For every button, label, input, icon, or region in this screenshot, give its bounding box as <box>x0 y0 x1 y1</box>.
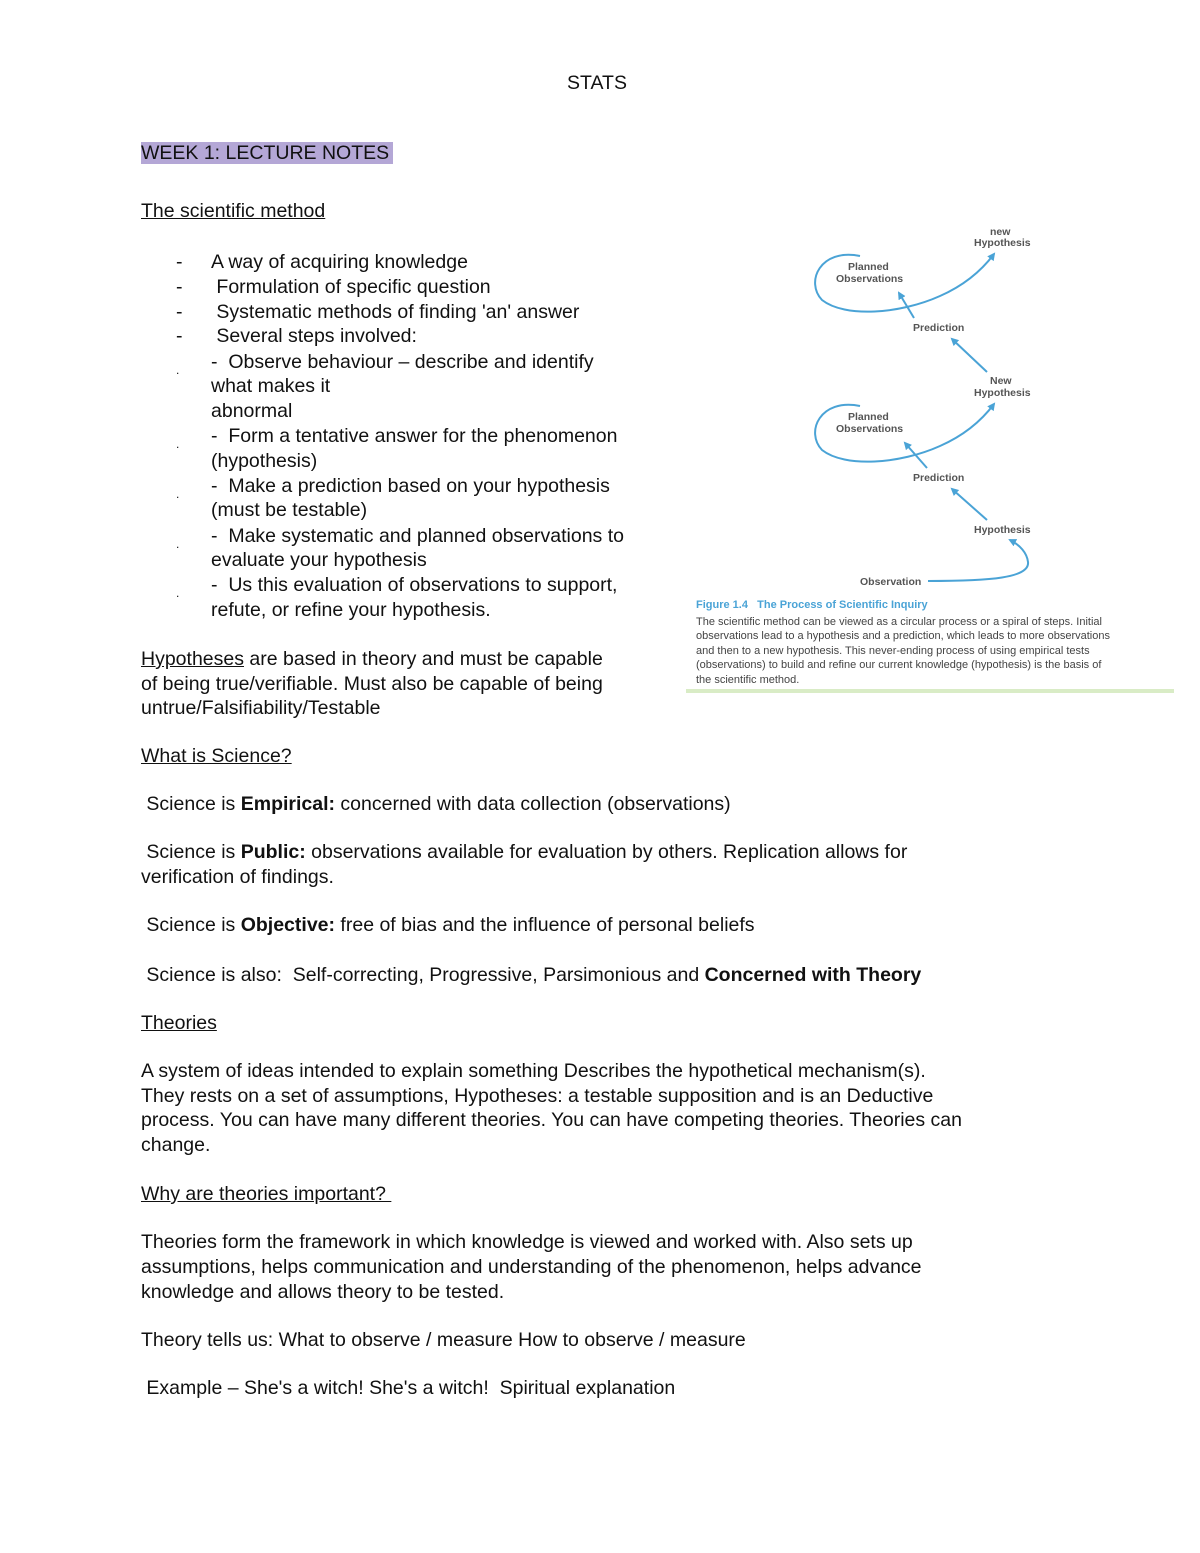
label-hypothesis-mid: Hypothesis <box>974 387 1031 399</box>
week-heading-text: WEEK 1: LECTURE NOTES <box>141 142 393 164</box>
science-prefix: Science is <box>141 793 241 815</box>
label-hypothesis-top: Hypothesis <box>974 237 1031 249</box>
hypotheses-text: are based in theory and must be capable <box>243 648 603 670</box>
theories-heading: Theories <box>141 1012 217 1034</box>
step-line: - Make a prediction based on your hypothesis <box>211 475 610 497</box>
step-line: (must be testable) <box>211 499 368 521</box>
hypotheses-term: Hypotheses <box>141 648 244 670</box>
public-label: Public: <box>240 841 306 863</box>
objective-label: Objective: <box>240 914 336 936</box>
list-item: Formulation of specific question <box>211 276 491 298</box>
step-line: evaluate your hypothesis <box>211 549 427 571</box>
step-line: (hypothesis) <box>211 450 318 472</box>
figure-bottom-rule <box>686 689 1174 693</box>
science-empirical <box>141 792 731 817</box>
public-text: observations available for evaluation by others. Replication allows for <box>305 841 908 863</box>
step-marker: . <box>176 537 180 551</box>
arrow-newhyp-to-prediction1 <box>952 339 987 372</box>
objective-text: free of bias and the influence of personal beliefs <box>335 914 755 936</box>
step-line: abnormal <box>211 400 293 422</box>
theories-line: change. <box>141 1134 211 1156</box>
label-new-top: new <box>990 226 1011 238</box>
science-objective <box>141 913 755 938</box>
figure-caption-line: the scientific method. <box>696 673 800 686</box>
figure-caption <box>696 598 1176 688</box>
empirical-label: Empirical: <box>240 793 336 815</box>
label-hypothesis: Hypothesis <box>974 524 1031 536</box>
list-item: Systematic methods of finding 'an' answer <box>211 301 580 323</box>
science-also-text: Science is also: Self-correcting, Progressive, Parsimonious and <box>141 964 705 986</box>
why-line: assumptions, helps communication and understanding of the phenomenon, helps advance <box>141 1256 922 1278</box>
science-public <box>141 840 907 865</box>
label-observations-1: Observations <box>836 273 904 285</box>
label-observation: Observation <box>860 576 922 588</box>
step-marker: . <box>176 586 180 600</box>
step-line: - Us this evaluation of observations to support, <box>211 574 618 596</box>
theory-tells: Theory tells us: What to observe / measure How to observe / measure <box>141 1329 746 1351</box>
why-heading: Why are theories important? <box>141 1183 392 1205</box>
step-marker: . <box>176 437 180 451</box>
arrow-observation-to-hypothesis <box>928 540 1028 581</box>
label-planned-1: Planned <box>848 261 889 273</box>
label-prediction-2: Prediction <box>913 472 965 484</box>
step-line: - Form a tentative answer for the phenomenon <box>211 425 618 447</box>
list-item: A way of acquiring knowledge <box>211 251 468 273</box>
label-planned-2: Planned <box>848 411 889 423</box>
list-item: Several steps involved: <box>211 325 417 347</box>
step-line: what makes it <box>211 375 331 397</box>
theories-line: A system of ideas intended to explain something Describes the hypothetical mechanism(s). <box>141 1060 926 1082</box>
figure-caption-line: and then to a new hypothesis. This never-ending process of using empirical tests <box>696 644 1090 657</box>
step-line: - Observe behaviour – describe and identify <box>211 351 594 373</box>
hypotheses-line-2: of being true/verifiable. Must also be capable of being <box>141 673 603 695</box>
label-observations-2: Observations <box>836 423 904 435</box>
science-public-cont: verification of findings. <box>141 866 334 888</box>
figure-caption-line: The scientific method can be viewed as a circular process or a spiral of steps. Initial <box>696 615 1102 628</box>
science-prefix: Science is <box>141 841 241 863</box>
example-line: Example – She's a witch! She's a witch! Spiritual explanation <box>141 1377 676 1399</box>
step-line: refute, or refine your hypothesis. <box>211 599 491 621</box>
label-prediction-1: Prediction <box>913 322 965 334</box>
empirical-text: concerned with data collection (observations) <box>335 793 731 815</box>
figure-caption-title: Figure 1.4 The Process of Scientific Inquiry <box>696 599 928 611</box>
bullet-dash: - <box>176 325 183 347</box>
arrow-hyp-to-prediction2 <box>952 489 987 520</box>
science-prefix: Science is <box>141 914 241 936</box>
figure-caption-line: observations lead to a hypothesis and a prediction, which leads to more observations <box>696 630 1110 643</box>
science-also <box>141 963 921 988</box>
step-marker: . <box>176 487 180 501</box>
theories-line: They rests on a set of assumptions, Hypotheses: a testable supposition and is an Deductive <box>141 1085 934 1107</box>
step-marker: . <box>176 363 180 377</box>
hypotheses-line-3: untrue/Falsifiability/Testable <box>141 697 381 719</box>
label-new-mid: New <box>990 375 1012 387</box>
bullet-dash: - <box>176 276 183 298</box>
scientific-method-heading: The scientific method <box>141 200 326 222</box>
science-heading: What is Science? <box>141 745 292 767</box>
figure-caption-line: (observations) to build and refine our current knowledge (hypothesis) is the basis of <box>696 659 1102 672</box>
why-line: knowledge and allows theory to be tested. <box>141 1281 505 1303</box>
step-line: - Make systematic and planned observations to <box>211 525 624 547</box>
theories-line: process. You can have many different theories. You can have competing theories. Theories can <box>141 1109 962 1131</box>
arrow-prediction2-to-planned2 <box>905 443 927 468</box>
bullet-dash: - <box>176 251 183 273</box>
concerned-with-theory: Concerned with Theory <box>704 964 922 986</box>
bullet-dash: - <box>176 301 183 323</box>
document-title: STATS <box>567 72 627 94</box>
why-line: Theories form the framework in which knowledge is viewed and worked with. Also sets up <box>141 1231 913 1253</box>
